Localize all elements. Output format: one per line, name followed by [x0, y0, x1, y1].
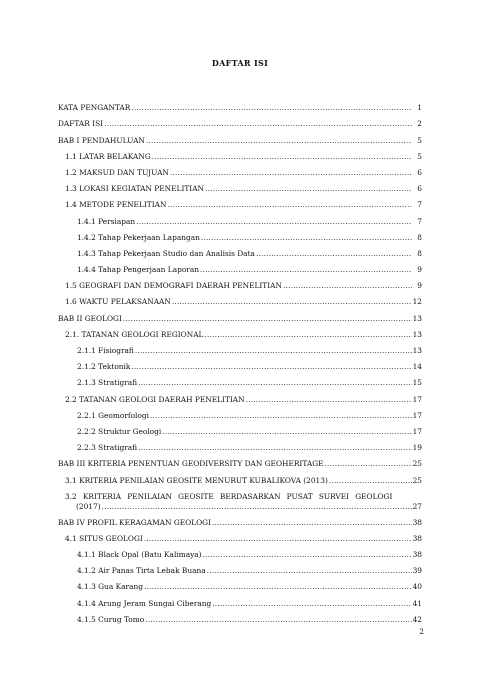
toc-entry[interactable]: [58, 420, 422, 436]
toc-leader-dots: [200, 265, 412, 274]
toc-entry-page: 38: [412, 533, 422, 543]
toc-entry-label: 2.2.3 Stratigrafi: [77, 443, 138, 453]
toc-leader-dots: [205, 184, 412, 193]
toc-entry[interactable]: [58, 128, 422, 144]
toc-entry[interactable]: [58, 209, 422, 225]
toc-entry-page: 41: [412, 598, 422, 608]
toc-entry[interactable]: [58, 543, 422, 559]
toc-entry-page: 8: [417, 248, 422, 258]
toc-leader-dots: [152, 152, 412, 161]
toc-entry-label: 1.4.1 Persiapan: [77, 216, 136, 226]
toc-leader-dots: [283, 281, 412, 290]
toc-entry-label: 1.4.3 Tahap Pekerjaan Studio dan Analisis Data: [77, 248, 255, 258]
toc-entry[interactable]: [58, 112, 422, 128]
toc-entry[interactable]: [58, 161, 422, 177]
toc-entry-page: 6: [417, 167, 422, 177]
toc-entry-page: 25: [412, 475, 422, 485]
toc-entry-page: 17: [412, 426, 422, 436]
toc-entry-label: 2.2.2 Struktur Geologi: [77, 426, 162, 436]
toc-leader-dots: [138, 378, 412, 387]
toc-entry[interactable]: [58, 193, 422, 209]
toc-entry[interactable]: [58, 242, 422, 258]
toc-entry-page: 5: [417, 151, 422, 161]
toc-entry-label-line1: 3.2 KRITERIA PENILAIAN GEOSITE BERDASARKAN PUSAT SURVEI GEOLOGI: [65, 491, 393, 501]
toc-leader-dots: [201, 233, 412, 242]
toc-entry-page: 19: [412, 443, 422, 453]
toc-entry[interactable]: [58, 177, 422, 193]
toc-entry-page: 9: [417, 281, 422, 291]
toc-entry[interactable]: [58, 387, 422, 403]
toc-entry-label: 1.4.4 Tahap Pengerjaan Laporan: [77, 265, 199, 275]
toc-entry-label: 1.4.2 Tahap Pekerjaan Lapangan: [77, 232, 200, 242]
toc-entry[interactable]: [58, 527, 422, 543]
toc-entry-label: DAFTAR ISI: [58, 119, 104, 129]
toc-entry-page: 13: [412, 313, 422, 323]
toc-entry-label: BAB II GEOLOGI: [58, 313, 122, 323]
toc-entry[interactable]: [58, 258, 422, 274]
toc-entry-label: 1.3 LOKASI KEGIATAN PENELITIAN: [65, 184, 205, 194]
toc-entry-page: 15: [412, 378, 422, 388]
toc-entry[interactable]: [58, 511, 422, 527]
toc-entry[interactable]: [58, 96, 422, 112]
toc-leader-dots: [170, 168, 412, 177]
toc-entry-page: 42: [412, 614, 422, 624]
toc-leader-dots: [102, 502, 412, 511]
toc-entry-label: 4.1.5 Curug Tomo: [77, 614, 145, 624]
toc-entry[interactable]: [58, 485, 422, 511]
toc-leader-dots: [150, 411, 412, 420]
toc-entry-page: 6: [417, 184, 422, 194]
toc-leader-dots: [246, 395, 412, 404]
toc-entry-page: 14: [412, 362, 422, 372]
toc-entry-page: 5: [417, 135, 422, 145]
toc-leader-dots: [136, 217, 412, 226]
toc-entry-label: 1.2 MAKSUD DAN TUJUAN: [65, 167, 169, 177]
toc-entry[interactable]: [58, 468, 422, 484]
toc-entry-label: 4.1.3 Gua Karang: [77, 582, 143, 592]
toc-leader-dots: [167, 200, 412, 209]
toc-entry-page: 17: [412, 394, 422, 404]
toc-entry[interactable]: [58, 290, 422, 306]
toc-entry-page: 2: [417, 119, 422, 129]
toc-entry[interactable]: [58, 339, 422, 355]
toc-entry-page: 1: [417, 103, 422, 113]
toc-entry[interactable]: [58, 436, 422, 452]
toc-leader-dots: [123, 314, 412, 323]
toc-entry-label: 4.1.1 Black Opal (Batu Kalimaya): [77, 550, 202, 560]
toc-entry-page: 25: [412, 459, 422, 469]
toc-entry-label: 1.4 METODE PENELITIAN: [65, 200, 167, 210]
toc-entry-page: 38: [412, 517, 422, 527]
page-title: DAFTAR ISI: [211, 58, 269, 68]
toc-leader-dots: [138, 443, 412, 452]
toc-entry[interactable]: [58, 306, 422, 322]
toc-entry[interactable]: [58, 404, 422, 420]
toc-leader-dots: [145, 615, 411, 624]
toc-entry[interactable]: [58, 274, 422, 290]
toc-entry-page: 13: [412, 329, 422, 339]
toc-entry-label: 2.1.2 Tektonik: [77, 362, 131, 372]
toc-entry-label: 3.1 KRITERIA PENILAIAN GEOSITE MENURUT KUBALIKOVA (2013): [65, 475, 328, 485]
toc-entry[interactable]: [58, 226, 422, 242]
toc-entry-label: 2.2.1 Geomorfologi: [77, 410, 149, 420]
toc-leader-dots: [203, 550, 412, 559]
toc-entry-label: 4.1 SITUS GEOLOGI: [65, 533, 143, 543]
toc-entry[interactable]: [58, 608, 422, 624]
toc-entry-page: 13: [412, 346, 422, 355]
toc-leader-dots: [329, 476, 412, 485]
toc-leader-dots: [204, 330, 411, 339]
toc-entry-label: 2.2 TATANAN GEOLOGI DAERAH PENELITIAN: [65, 394, 245, 404]
toc-entry-label: 1.1 LATAR BELAKANG: [65, 151, 151, 161]
toc-leader-dots: [212, 599, 411, 608]
toc-entry[interactable]: [58, 323, 422, 339]
toc-leader-dots: [131, 103, 412, 112]
table-of-contents: [58, 96, 422, 624]
toc-entry-label: 1.5 GEOGRAFI DAN DEMOGRAFI DAERAH PENELITIAN: [65, 281, 282, 291]
toc-entry-label: BAB III KRITERIA PENENTUAN GEODIVERSITY DAN GEOHERITAGE: [58, 459, 324, 469]
toc-entry-page: 38: [412, 550, 422, 560]
toc-leader-dots: [131, 362, 411, 371]
toc-leader-dots: [104, 119, 412, 128]
toc-entry-label: 4.1.2 Air Panas Tirta Lebak Buana: [77, 566, 206, 576]
toc-leader-dots: [144, 534, 412, 543]
toc-entry-label: BAB I PENDAHULUAN: [58, 135, 145, 145]
toc-leader-dots: [172, 297, 412, 306]
toc-entry-label-line2: (2017): [76, 501, 101, 511]
toc-entry[interactable]: [58, 575, 422, 591]
toc-entry-page: 12: [412, 297, 422, 307]
toc-entry-label: 2.1. TATANAN GEOLOGI REGIONAL: [65, 329, 204, 339]
toc-entry-label: 4.1.4 Arung Jeram Sungai Ciberang: [77, 598, 212, 608]
toc-entry[interactable]: [58, 591, 422, 607]
toc-entry-page: 7: [417, 216, 422, 226]
toc-entry-label: 2.1.1 Fisiografi: [77, 346, 134, 355]
toc-entry-label: BAB IV PROFIL KERAGAMAN GEOLOGI: [58, 517, 211, 527]
toc-leader-dots: [325, 459, 412, 468]
toc-leader-dots: [207, 566, 412, 575]
toc-entry-page: 40: [412, 582, 422, 592]
toc-entry-label: 1.6 WAKTU PELAKSANAAN: [65, 297, 171, 307]
toc-entry[interactable]: [58, 145, 422, 161]
toc-entry[interactable]: [58, 559, 422, 575]
toc-leader-dots: [146, 136, 412, 145]
page-number: 2: [419, 627, 424, 636]
toc-entry-label: 2.1.3 Stratigrafi: [77, 378, 138, 388]
toc-entry-page: 9: [417, 265, 422, 275]
toc-entry-page: 8: [417, 232, 422, 242]
toc-leader-dots: [144, 582, 412, 591]
toc-entry-page: 27: [412, 501, 422, 511]
toc-entry-page: 39: [412, 566, 422, 576]
toc-entry[interactable]: [58, 371, 422, 387]
toc-entry-label: KATA PENGANTAR: [58, 103, 131, 113]
toc-leader-dots: [212, 518, 412, 527]
toc-entry[interactable]: [58, 355, 422, 371]
toc-entry-page: 17: [412, 410, 422, 420]
toc-entry-page: 7: [417, 200, 422, 210]
toc-entry[interactable]: [58, 452, 422, 468]
toc-leader-dots: [135, 346, 412, 355]
toc-leader-dots: [162, 427, 411, 436]
toc-leader-dots: [256, 249, 412, 258]
